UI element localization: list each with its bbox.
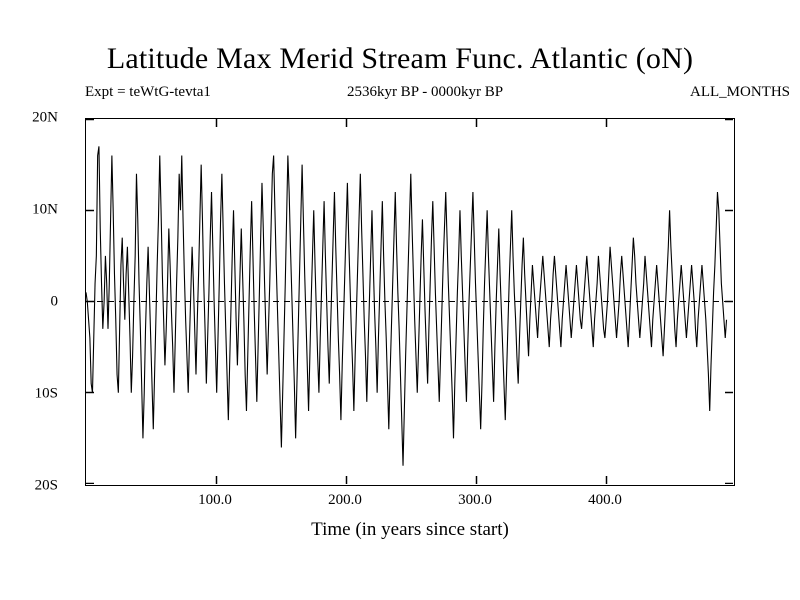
ytick-label-20N: 20N <box>32 109 58 126</box>
ytick-label-10N: 10N <box>32 201 58 218</box>
xtick-label-400: 400.0 <box>588 492 622 508</box>
x-axis-label: Time (in years since start) <box>311 519 509 540</box>
experiment-label: Expt = teWtG-tevta1 <box>85 84 211 100</box>
xtick-label-200: 200.0 <box>328 492 362 508</box>
subheader <box>60 84 790 106</box>
months-label: ALL_MONTHS <box>690 84 790 100</box>
chart-svg <box>86 119 733 484</box>
period-label: 2536kyr BP - 0000kyr BP <box>346 84 504 100</box>
ytick-label-10S: 10S <box>34 385 58 402</box>
ytick-label-0: 0 <box>50 293 58 310</box>
data-series-line <box>86 146 727 465</box>
xtick-label-300: 300.0 <box>458 492 492 508</box>
page-title: Latitude Max Merid Stream Func. Atlantic (oN) <box>106 42 694 75</box>
plot-area <box>85 118 735 486</box>
ytick-label-20S: 20S <box>34 477 58 494</box>
xtick-label-100: 100.0 <box>198 492 232 508</box>
